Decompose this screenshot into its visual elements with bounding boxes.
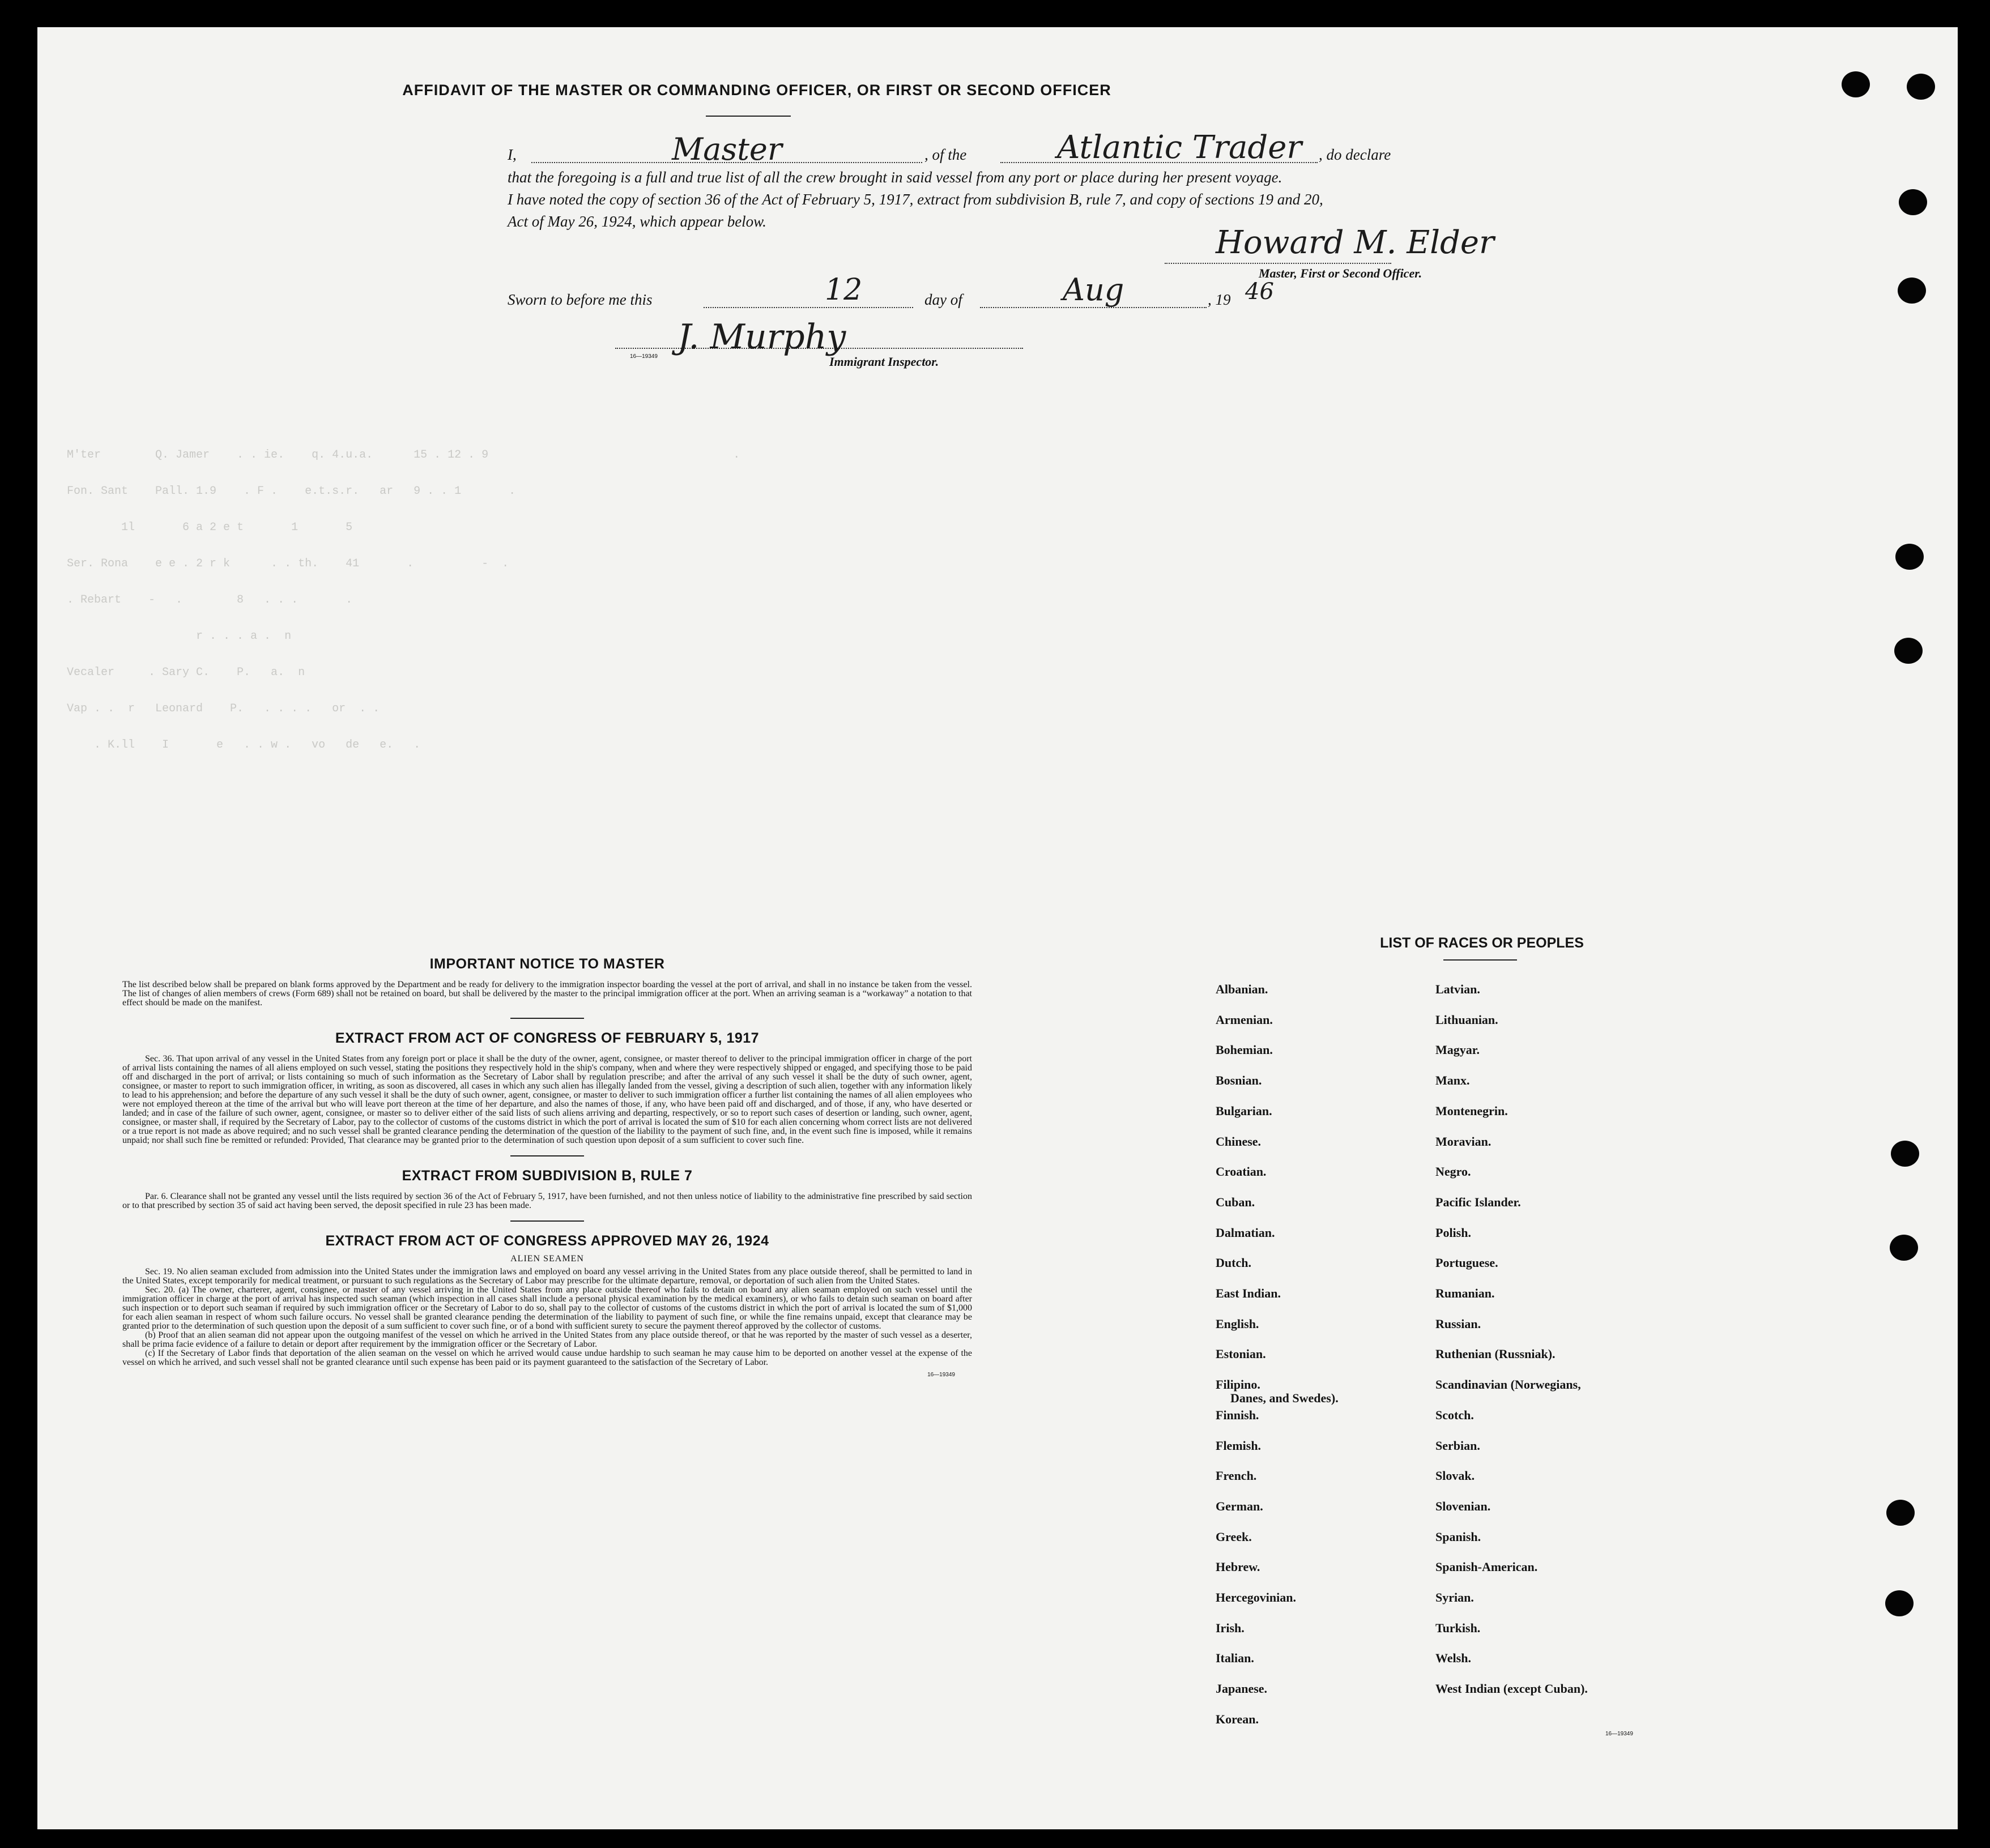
race-item-right: Negro. <box>1435 1164 1471 1179</box>
race-item-right: Welsh. <box>1435 1651 1471 1666</box>
race-item-left: Bosnian. <box>1216 1073 1262 1088</box>
extract-1924-title: EXTRACT FROM ACT OF CONGRESS APPROVED MAY 26, 1924 <box>325 1233 769 1249</box>
race-item-right: Syrian. <box>1435 1590 1474 1604</box>
inspector-caption: Immigrant Inspector. <box>829 355 939 369</box>
race-item-right: Lithuanian. <box>1435 1012 1498 1027</box>
race-item-right: Spanish-American. <box>1435 1560 1538 1574</box>
declaration-line-4: Act of May 26, 1924, which appear below. <box>508 213 766 230</box>
race-item-right: Latvian. <box>1435 982 1480 996</box>
races-divider <box>1443 959 1517 961</box>
of-the-label: , of the <box>924 146 967 163</box>
race-item-left: French. <box>1216 1469 1257 1483</box>
signature-caption: Master, First or Second Officer. <box>1259 266 1422 280</box>
race-item-right: Polish. <box>1435 1225 1471 1240</box>
race-item-left: Dutch. <box>1216 1256 1251 1270</box>
i-label: I, <box>508 146 517 163</box>
race-item-right: West Indian (except Cuban). <box>1435 1681 1588 1696</box>
races-form-number: 16—19349 <box>1605 1731 1633 1737</box>
races-title: LIST OF RACES OR PEOPLES <box>1380 935 1584 951</box>
section-divider <box>510 1155 584 1156</box>
punch-hole <box>1899 189 1927 215</box>
punch-hole <box>1885 1590 1914 1616</box>
race-item-left: Bulgarian. <box>1216 1103 1272 1118</box>
race-item-right: Ruthenian (Russniak). <box>1435 1347 1556 1362</box>
punch-hole <box>1891 1141 1919 1167</box>
sworn-month-handwritten: Aug <box>1063 272 1124 308</box>
race-item-right: Scandinavian (Norwegians, <box>1435 1377 1581 1392</box>
race-item-right: Manx. <box>1435 1073 1470 1088</box>
race-item-left: Irish. <box>1216 1620 1245 1635</box>
race-item-right: Scotch. <box>1435 1407 1474 1422</box>
sworn-day-handwritten: 12 <box>825 273 863 307</box>
race-item-left: German. <box>1216 1499 1263 1513</box>
day-of-label: day of <box>924 291 962 308</box>
year-prefix: , 19 <box>1208 291 1231 308</box>
race-item-left: Japanese. <box>1216 1681 1268 1696</box>
race-item-right: Magyar. <box>1435 1043 1480 1057</box>
race-item-right: Pacific Islander. <box>1435 1194 1521 1209</box>
sworn-day-line <box>704 307 913 308</box>
race-item-left: Chinese. <box>1216 1134 1262 1149</box>
extract-1917-text: Sec. 36. That upon arrival of any vessel in the United States from any foreign port or place it shall be the duty of the owner, agent, consignee, or master thereof to deliver to the principal immigration officer in charge of the port of arrival lists containing the names of all aliens employed on such vessel, stating the positions they respectively hold in the ship's company, when and where they were respectively shipped or engaged, and specifying those to be paid off and discharged in the port of arrival; or lists containing so much of such information as the Secretary of Labor shall by regulation prescribe; and after the arrival of any such vessel it shall be the duty of such owner, agent, consignee, or master to report to such immigration officer, in writing, as soon as discovered, all cases in which any such alien has illegally landed from the vessel, giving a description of such alien, together with any information likely to lead to his apprehension; and before the departure of any such vessel it shall be the duty of such owner, agent, consignee, or master to deliver to such immigration officer a further list containing the names of all alien employees who were not employed thereon at the time of the arrival but who will leave port thereon at the time of her departure, and also the names of those, if any, who have been paid off and discharged, and of those, if any, who have deserted or landed; and in case of the failure of such owner, agent, consignee, or master so to deliver either of the said lists of such aliens arriving and departing, respectively, or so to report such cases of desertion or landing, such owner, agent, consignee, or master shall, if required by the Secretary of Labor, pay to the collector of customs of the customs district in which the port of arrival is located the sum of $10 for each alien concerning whom correct lists are not delivered or a true report is not made as above required; and no such vessel shall be granted clearance pending the determination of the question of the liability to the payment of such fine, and, in the event such fine is imposed, while it remains unpaid; nor shall such fine be remitted or refunded: Provided, That clearance may be granted prior to the determination of such question upon deposit of a sum sufficient to cover such fine. <box>122 1054 972 1145</box>
extract-rule7-text: Par. 6. Clearance shall not be granted any vessel until the lists required by section 36 of the Act of February 5, 1917, have been furnished, and not then unless notice of liability to the administrative fine prescribed by said section or to that prescribed by section 35 of said act having been served, the deposit specified in rule 23 has been made. <box>122 1192 972 1210</box>
declaration-line-3: I have noted the copy of section 36 of the Act of February 5, 1917, extract from subdivision B, rule 7, and copy of sections 19 and 20, <box>508 191 1323 208</box>
race-item-right: Turkish. <box>1435 1620 1481 1635</box>
signature-line <box>1165 263 1391 264</box>
sec-20a-text: Sec. 20. (a) The owner, charterer, agent, consignee, or master of any vessel arriving in the United States from any place outside thereof who fails to detain on board any alien seaman employed on such vessel until the immigration officer in charge at the port of arrival has inspected such seaman (which inspection in all cases shall include a personal physical examination by the medical examiners), or who fails to detain such seaman on board after such inspection or to deport such seaman if required by such immigration officer or the Secretary of Labor to do so, shall pay to the collector of customs of the customs district in which the port of arrival is located the sum of $1,000 for each alien seaman in respect of whom such failure occurs. No vessel shall be granted clearance pending the determination of the liability to payment of such fine, or while the fine remains unpaid, except that clearance may be granted prior to the determination of such question upon the deposit of a sum sufficient to cover such fine, or of a bond with sufficient surety to secure the payment thereof approved by the collector of customs. <box>122 1285 972 1331</box>
race-item-right: Serbian. <box>1435 1438 1480 1453</box>
notices-column <box>122 956 972 1378</box>
race-item-left: Bohemian. <box>1216 1043 1273 1057</box>
bleed-through-text: M'ter Q. Jamer . . ie. q. 4.u.a. 15 . 12 . 9 . Fon. Sant Pall. 1.9 . F . e.t.s.r. ar 9 . . 1 . 1l 6 a 2 e t 1 5 Ser. Rona e e . 2 r k . . th. 41 . - . . Rebart - . 8 . . . . r . . . a . n Vecaler . Sary C. P. a. n Vap . . r Leonard P. . . . . or . . . K.ll I e . . w . vo de e. . <box>67 449 740 752</box>
race-item-right: Slovak. <box>1435 1469 1475 1483</box>
sec-19-text: Sec. 19. No alien seaman excluded from admission into the United States under the immigration laws and employed on board any vessel arriving in the United States from any place outside thereof, shall be permitted to land in the United States, except temporarily for medical treatment, or pursuant to such regulations as the Secretary of Labor may prescribe for the ultimate departure, removal, or deportation of such alien from the United States. <box>122 1267 972 1286</box>
punch-hole <box>1895 544 1924 570</box>
race-item-right: Spanish. <box>1435 1529 1481 1544</box>
notice-text: The list described below shall be prepared on blank forms approved by the Department and be ready for delivery to the immigration inspector boarding the vessel at the port of arrival, and shall in no instance be taken from the vessel. The list of changes of alien members of crews (Form 689) shall not be retained on board, but shall be delivered by the master to the principal immigration officer at the port. When an arriving seaman is a “workaway” a notation to that effect should be made on the manifest. <box>122 980 972 1008</box>
race-item-left: Flemish. <box>1216 1438 1262 1453</box>
race-item-left: Hercegovinian. <box>1216 1590 1296 1604</box>
race-item-left: Filipino. <box>1216 1377 1260 1392</box>
punch-hole <box>1898 278 1926 304</box>
alien-seamen-subtitle: ALIEN SEAMEN <box>510 1254 584 1264</box>
master-signature-handwritten: Howard M. Elder <box>1216 224 1494 261</box>
section-divider <box>510 1220 584 1222</box>
inspector-signature-handwritten: J. Murphy <box>677 317 846 357</box>
race-item-left: Greek. <box>1216 1529 1252 1544</box>
vessel-name-handwritten: Atlantic Trader <box>1057 129 1302 166</box>
race-item-right: Slovenian. <box>1435 1499 1491 1513</box>
do-declare-label: , do declare <box>1319 146 1391 163</box>
race-item-left: East Indian. <box>1216 1286 1281 1300</box>
race-item-left: Korean. <box>1216 1712 1259 1726</box>
inspector-form-number: 16—19349 <box>630 353 658 360</box>
race-item-left: Croatian. <box>1216 1164 1267 1179</box>
punch-hole <box>1890 1235 1918 1261</box>
race-item-right: Montenegrin. <box>1435 1103 1508 1118</box>
punch-hole <box>1842 71 1870 97</box>
extract-1917-title: EXTRACT FROM ACT OF CONGRESS OF FEBRUARY 5, 1917 <box>335 1030 760 1046</box>
punch-hole <box>1894 638 1923 664</box>
year-suffix-handwritten: 46 <box>1245 279 1274 305</box>
race-item-left: Armenian. <box>1216 1012 1273 1027</box>
title-divider <box>706 116 791 117</box>
race-item-left: Estonian. <box>1216 1347 1266 1362</box>
race-item-right: Russian. <box>1435 1316 1481 1331</box>
race-item-left: Finnish. <box>1216 1407 1259 1422</box>
punch-hole <box>1886 1500 1915 1526</box>
race-item-left: Hebrew. <box>1216 1560 1260 1574</box>
sec-20b-text: (b) Proof that an alien seaman did not appear upon the outgoing manifest of the vessel on which he arrived in the United States from any place outside thereof, or that he was reported by the master of such vessel as a deserter, shall be prima facie evidence of a failure to detain or deport after requirement by the immigration officer or the Secretary of Labor. <box>122 1330 972 1349</box>
section-divider <box>510 1018 584 1019</box>
race-item-right: Rumanian. <box>1435 1286 1495 1300</box>
punch-hole <box>1907 74 1935 100</box>
notice-title: IMPORTANT NOTICE TO MASTER <box>429 956 665 972</box>
race-item-right: Portuguese. <box>1435 1256 1498 1270</box>
race-item-right: Moravian. <box>1435 1134 1492 1149</box>
race-item-left: Italian. <box>1216 1651 1254 1666</box>
race-item-right: Danes, and Swedes). <box>1230 1391 1339 1406</box>
race-item-left: Cuban. <box>1216 1194 1255 1209</box>
affidavit-title: AFFIDAVIT OF THE MASTER OR COMMANDING OFFICER, OR FIRST OR SECOND OFFICER <box>402 82 1111 99</box>
sec-20c-text: (c) If the Secretary of Labor finds that deportation of the alien seaman on the vessel on which he arrived would cause undue hardship to such seaman he may cause him to be deported on another vessel at the expense of the vessel on which he arrived, and such vessel shall not be granted clearance until such expense has been paid or its payment guaranteed to the satisfaction of the Secretary of Labor. <box>122 1348 972 1367</box>
document-page <box>37 27 1958 1829</box>
notice-form-number: 16—19349 <box>927 1372 955 1378</box>
extract-rule7-title: EXTRACT FROM SUBDIVISION B, RULE 7 <box>402 1168 693 1184</box>
race-item-left: Dalmatian. <box>1216 1225 1275 1240</box>
sworn-label: Sworn to before me this <box>508 291 653 308</box>
declaration-line-2: that the foregoing is a full and true list of all the crew brought in said vessel from any port or place during her present voyage. <box>508 169 1282 186</box>
race-item-left: Albanian. <box>1216 982 1268 996</box>
officer-title-handwritten: Master <box>672 131 782 167</box>
race-item-left: English. <box>1216 1316 1259 1331</box>
